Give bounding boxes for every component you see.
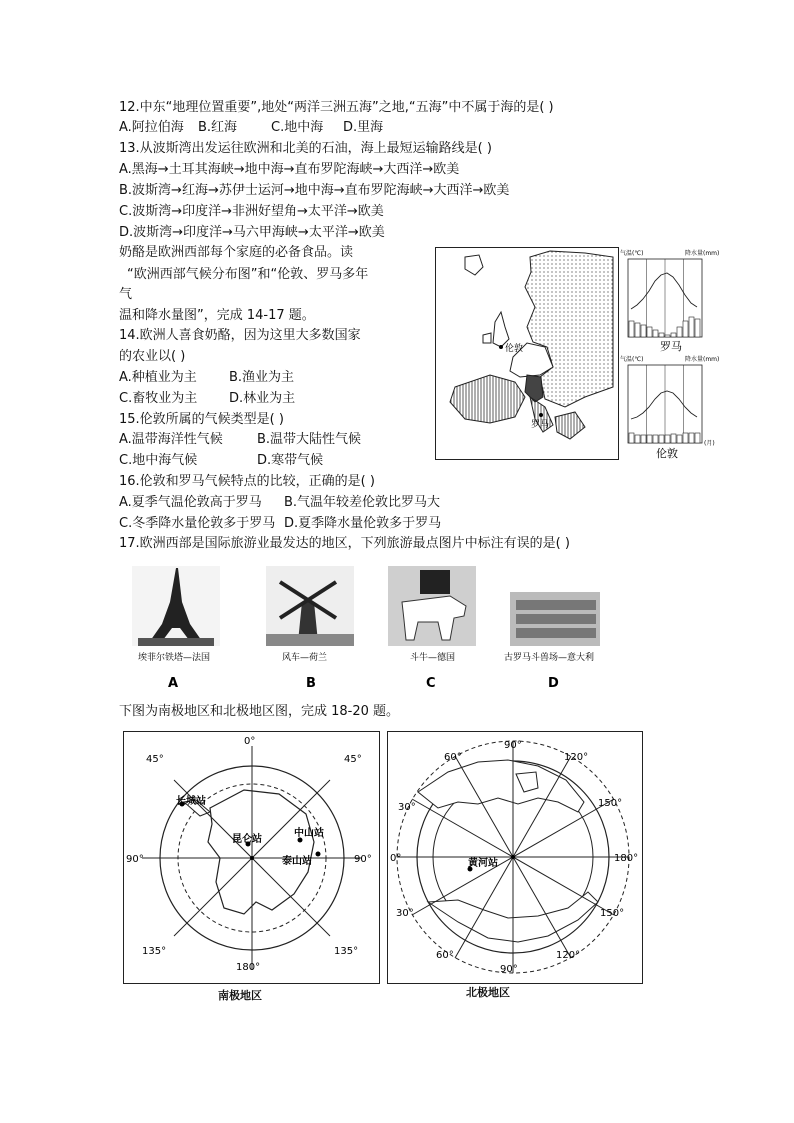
london-precip-axis: 降水量(mm) [685,356,720,363]
eiffel-tower-image [132,566,220,646]
q15-option-c: C.地中海气候 [119,453,198,468]
north-pole-map [387,731,643,984]
q15-options-row2 [119,451,323,471]
np-label-150t: 150° [598,798,623,809]
q16-option-c: C.冬季降水量伦敦多于罗马 [119,516,276,531]
q12-option-c: C.地中海 [271,120,324,135]
tourism-caption-d: 古罗马斗兽场—意大利 [504,653,595,663]
rome-label: 罗马 [531,420,550,430]
q16-option-d: D.夏季降水量伦敦多于罗马 [284,516,442,531]
q13-option-d: D.波斯湾→印度洋→马六甲海峡→太平洋→欧美 [119,225,385,240]
q14-option-a: A.种植业为主 [119,370,197,385]
intro14-line1: 奶酪是欧洲西部每个家庭的必备食品。读 [119,245,354,260]
intro14-line3: 气 [119,287,133,302]
q17-stem: 17.欧洲西部是国际旅游业最发达的地区，下列旅游最点图片中标注有误的是( ) [119,536,570,551]
sp-label-bl: 135° [142,946,167,957]
station-kunlun: 昆仑站 [232,834,262,845]
climate-charts [620,247,730,460]
colosseum-image [510,592,600,646]
np-label-bottom: 90° [500,964,518,975]
london-label: 伦敦 [505,344,524,354]
tourism-pictures [120,562,620,692]
q12-option-a: A.阿拉伯海 [119,120,184,135]
london-chart-title: 伦敦 [656,447,678,460]
europe-climate-map [435,247,619,460]
tourism-caption-b: 风车—荷兰 [282,653,328,663]
q15-option-d: D.寒带气候 [257,453,324,468]
q12-option-b: B.红海 [198,120,238,135]
q12-option-d: D.里海 [343,120,384,135]
tourism-caption-a: 埃菲尔铁塔—法国 [138,653,211,663]
sp-label-tr: 45° [344,754,362,765]
q14-options-row2 [119,389,295,409]
sp-label-tl: 45° [146,754,164,765]
month-unit: (月) [704,440,715,447]
intro18: 下图为南极地区和北极地区图，完成 18-20 题。 [119,704,400,719]
q16-options-row1 [119,493,440,513]
q14-stem2: 的农业以( ) [119,349,186,364]
q15-stem: 15.伦敦所属的气候类型是( ) [119,412,284,427]
np-label-30b: 30° [396,908,414,919]
np-label-150b: 150° [600,908,625,919]
np-label-60b: 60° [436,950,454,961]
windmill-image [266,566,354,646]
south-pole-caption: 南极地区 [218,989,262,1002]
sp-label-bottom: 180° [236,962,261,973]
london-temp-axis: 气温(℃) [620,356,644,363]
q16-stem: 16.伦敦和罗马气候特点的比较，正确的是( ) [119,474,375,489]
np-label-120t: 120° [564,752,589,763]
intro14-line2: “欧洲西部气候分布图”和“伦敦、罗马多年 [127,267,369,282]
q14-option-d: D.林业为主 [229,391,296,406]
q16-option-a: A.夏季气温伦敦高于罗马 [119,495,262,510]
np-label-right: 180° [614,853,639,864]
rome-precip-axis: 降水量(mm) [685,250,720,257]
station-changcheng: 长城站 [176,796,206,807]
sp-label-top: 0° [244,736,256,747]
south-pole-map [123,731,380,984]
q15-options-row1 [119,430,361,450]
rome-chart-title: 罗马 [660,340,682,353]
q14-options-row1 [119,368,294,388]
tourism-letter-a: A [168,676,179,691]
q14-stem1: 14.欧洲人喜食奶酪，因为这里大多数国家 [119,328,361,343]
q13-option-a: A.黑海→土耳其海峡→地中海→直布罗陀海峡→大西洋→欧美 [119,162,460,177]
bullfight-image [388,566,476,646]
station-huanghe: 黄河站 [468,858,498,869]
q16-option-b: B.气温年较差伦敦比罗马大 [284,495,441,510]
q13-option-c: C.波斯湾→印度洋→非洲好望角→太平洋→欧美 [119,204,384,219]
q13-stem: 13.从波斯湾出发运往欧洲和北美的石油，海上最短运输路线是( ) [119,141,492,156]
tourism-letter-c: C [426,676,436,691]
np-label-120b: 120° [556,950,581,961]
np-label-top: 90° [504,740,522,751]
sp-label-right: 90° [354,854,372,865]
tourism-letter-b: B [306,676,316,691]
q14-option-c: C.畜牧业为主 [119,391,198,406]
np-label-left: 0° [390,853,402,864]
np-label-30t: 30° [398,802,416,813]
tourism-caption-c: 斗牛—德国 [410,653,456,663]
q12-stem: 12.中东“地理位置重要”,地处“两洋三洲五海”之地,“五海”中不属于海的是( ) [119,100,554,115]
q13-option-b: B.波斯湾→红海→苏伊士运河→地中海→直布罗陀海峡→大西洋→欧美 [119,183,510,198]
north-pole-caption: 北极地区 [466,986,510,999]
station-zhongshan: 中山站 [294,828,324,839]
q15-option-a: A.温带海洋性气候 [119,432,223,447]
q12-options [119,118,383,138]
sp-label-left: 90° [126,854,144,865]
q14-option-b: B.渔业为主 [229,370,295,385]
np-label-60t: 60° [444,752,462,763]
rome-temp-axis: 气温(℃) [620,250,644,257]
q15-option-b: B.温带大陆性气候 [257,432,362,447]
intro14-line4: 温和降水量图”，完成 14-17 题。 [119,308,315,323]
station-taishan: 泰山站 [282,856,312,867]
q16-options-row2 [119,514,441,534]
tourism-letter-d: D [548,676,559,691]
sp-label-br: 135° [334,946,359,957]
